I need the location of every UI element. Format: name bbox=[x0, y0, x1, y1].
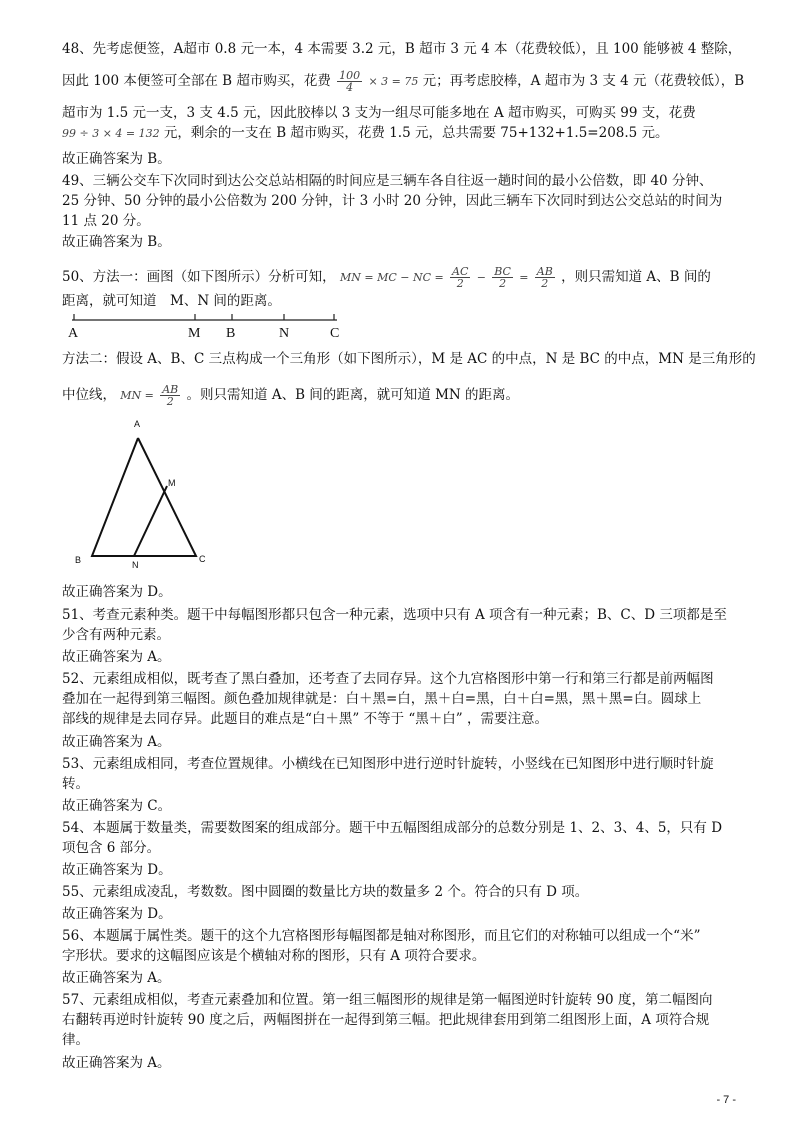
triangle-outline bbox=[92, 438, 196, 556]
q48-line-2-text-b: 元；再考虑胶棒，A 超市为 3 支 4 元（花费较低），B bbox=[422, 73, 745, 89]
q54-line-1: 54、本题属于数量类，需要数图案的组成部分。题干中五幅图组成部分的总数分别是 1、2、3、4、5，只有 D bbox=[62, 820, 723, 836]
q50-fraction-1 bbox=[450, 266, 470, 289]
q52-line-1: 52、元素组成相似，既考查了黑白叠加，还考查了去同存异。这个九宫格图形中第一行和第三行都是前两幅图 bbox=[62, 671, 714, 687]
q51-line-2: 少含有两种元素。 bbox=[62, 627, 170, 643]
q51-line-1: 51、考查元素种类。题干中每幅图形都只包含一种元素，选项中只有 A 项含有一种元素；B、C、D 三项都是至 bbox=[62, 607, 727, 623]
q50-answer: 故正确答案为 D。 bbox=[62, 584, 172, 600]
triangle-label-b: B bbox=[75, 555, 82, 565]
q48-fraction-numerator: 100 bbox=[339, 69, 361, 82]
q48-line-4-text: 元，剩余的一支在 B 超市购买，花费 1.5 元，总共需要 75+132+1.5=208.5 元。 bbox=[163, 125, 669, 141]
q54-answer: 故正确答案为 D。 bbox=[62, 862, 172, 878]
q50-method2-fraction bbox=[160, 384, 180, 407]
triangle-label-n: N bbox=[132, 560, 139, 570]
q50-method2-formula: MN = bbox=[120, 389, 154, 402]
q50-line-1-text-b: ，则只需知道 A、B 间的 bbox=[561, 269, 711, 285]
q48-line-2 bbox=[62, 70, 744, 93]
q50-fraction-3-num: AB bbox=[536, 265, 553, 278]
q56-line-2: 字形状。要求的这幅图应该是个横轴对称的图形，只有 A 项符合要求。 bbox=[62, 948, 486, 964]
q57-line-1: 57、元素组成相似，考查元素叠加和位置。第一组三幅图形的规律是第一幅图逆时针旋转 90 度，第二幅图向 bbox=[62, 992, 713, 1008]
number-line-label-m: M bbox=[188, 326, 201, 341]
q53-line-1: 53、元素组成相同，考查位置规律。小横线在已知图形中进行逆时针旋转，小竖线在已知图形中进行顺时针旋 bbox=[62, 756, 714, 772]
q48-line-2-text-a: 因此 100 本便签可全部在 B 超市购买，花费 bbox=[62, 73, 331, 89]
q50-formula-c: = bbox=[519, 271, 529, 284]
triangle-label-a: A bbox=[134, 419, 141, 429]
q52-line-3: 部线的规律是去同存异。此题目的难点是“白＋黑” 不等于 “黑＋白” ，需要注意。 bbox=[62, 711, 548, 727]
q49-answer: 故正确答案为 B。 bbox=[62, 234, 171, 250]
q53-answer: 故正确答案为 C。 bbox=[62, 798, 172, 814]
q50-method2-fraction-den: 2 bbox=[166, 395, 174, 408]
q57-answer: 故正确答案为 A。 bbox=[62, 1055, 171, 1071]
q56-line-1: 56、本题属于属性类。题干的这个九宫格图形每幅图都是轴对称图形，而且它们的对称轴可以组成一个“米” bbox=[62, 928, 701, 944]
q48-line-3: 超市为 1.5 元一支，3 支 4.5 元，因此胶棒以 3 支为一组尽可能多地在 A 超市购买，可购买 99 支，花费 bbox=[62, 105, 696, 121]
q48-answer: 故正确答案为 B。 bbox=[62, 151, 171, 167]
q50-method2-text-a: 中位线， bbox=[62, 387, 116, 403]
q48-formula-rest: × 3 = 75 bbox=[368, 75, 419, 88]
q54-line-2: 项包含 6 部分。 bbox=[62, 840, 161, 856]
triangle-label-m: M bbox=[168, 478, 176, 488]
q50-fraction-2 bbox=[492, 266, 513, 289]
number-line-label-b: B bbox=[226, 326, 236, 341]
q50-fraction-3-den: 2 bbox=[541, 277, 549, 290]
q57-line-3: 律。 bbox=[62, 1032, 89, 1048]
q50-method2-text-b: 。则只需知道 A、B 间的距离，就可知道 MN 的距离。 bbox=[186, 387, 520, 403]
q48-line-4 bbox=[62, 124, 669, 143]
q50-formula-b: − bbox=[476, 271, 486, 284]
q48-formula-2: 99 ÷ 3 × 4 = 132 bbox=[62, 127, 160, 140]
q50-method2-line-2 bbox=[62, 384, 519, 407]
q52-line-2: 叠加在一起得到第三幅图。颜色叠加规律就是：白＋黑=白，黑＋白=黑，白＋白=黑，黑＋黑=白。圆球上 bbox=[62, 691, 702, 707]
number-line-label-a: A bbox=[68, 326, 79, 341]
q48-fraction-denominator: 4 bbox=[346, 81, 354, 94]
q50-method2-line-1: 方法二：假设 A、B、C 三点构成一个三角形（如下图所示），M 是 AC 的中点，N 是 BC 的中点，MN 是三角形的 bbox=[62, 351, 756, 367]
q50-method2-fraction-num: AB bbox=[162, 383, 179, 396]
q50-fraction-3 bbox=[535, 266, 555, 289]
q50-line-1-text-a: 50、方法一：画图（如下图所示）分析可知， bbox=[62, 269, 336, 285]
q50-line-1 bbox=[62, 266, 711, 289]
number-line-label-n: N bbox=[279, 326, 290, 341]
q50-fraction-2-den: 2 bbox=[499, 277, 507, 290]
q48-line-1: 48、先考虑便签，A超市 0.8 元一本，4 本需要 3.2 元，B 超市 3 元 4 本（花费较低），且 100 能够被 4 整除， bbox=[62, 41, 742, 57]
q50-line-2: 距离，就可知道 M、N 间的距离。 bbox=[62, 293, 281, 309]
q55-answer: 故正确答案为 D。 bbox=[62, 906, 172, 922]
q49-line-2: 25 分钟、50 分钟的最小公倍数为 200 分钟，计 3 小时 20 分钟，因此三辆车下次同时到达公交总站的时间为 bbox=[62, 193, 723, 209]
q49-line-1: 49、三辆公交车下次同时到达公交总站相隔的时间应是三辆车各自往返一趟时间的最小公倍数，即 40 分钟、 bbox=[62, 173, 713, 189]
triangle-midline bbox=[134, 486, 167, 556]
q50-fraction-1-num: AC bbox=[452, 265, 469, 278]
q50-fraction-2-num: BC bbox=[494, 265, 511, 278]
q57-line-2: 右翻转再逆时针旋转 90 度之后，两幅图拼在一起得到第三幅。把此规律套用到第二组图形上面，A 项符合规 bbox=[62, 1012, 710, 1028]
q49-line-3: 11 点 20 分。 bbox=[62, 213, 150, 229]
triangle-figure bbox=[70, 420, 220, 570]
triangle-label-c: C bbox=[199, 554, 206, 564]
q55-line-1: 55、元素组成凌乱，考数数。图中圆圈的数量比方块的数量多 2 个。符合的只有 D 项。 bbox=[62, 884, 589, 900]
q51-answer: 故正确答案为 A。 bbox=[62, 649, 171, 665]
q50-formula-a: MN = MC − NC = bbox=[339, 271, 444, 284]
page-number: - 7 - bbox=[716, 1094, 736, 1106]
number-line-figure bbox=[62, 310, 362, 330]
q56-answer: 故正确答案为 A。 bbox=[62, 970, 171, 986]
number-line-label-c: C bbox=[330, 326, 340, 341]
q48-fraction bbox=[337, 70, 362, 93]
q52-answer: 故正确答案为 A。 bbox=[62, 734, 171, 750]
q50-fraction-1-den: 2 bbox=[456, 277, 464, 290]
q53-line-2: 转。 bbox=[62, 776, 89, 792]
